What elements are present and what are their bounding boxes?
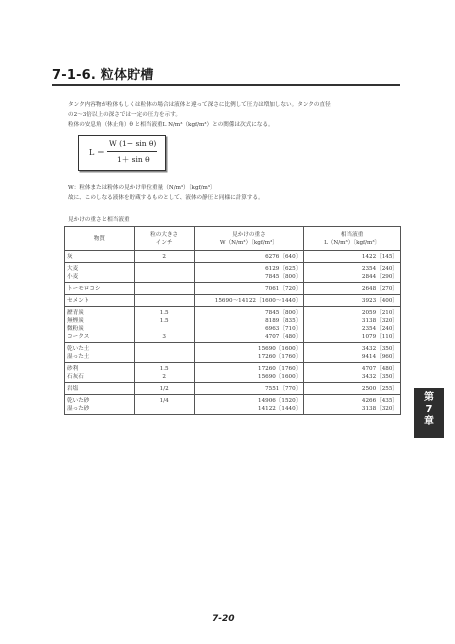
cell-material xyxy=(65,251,135,263)
cell-size-line xyxy=(137,325,192,333)
cell-weight xyxy=(194,251,304,263)
note-line-2: 故に、このしなる液体を貯蔵するものとして、液体の静圧と同様に計算する。 xyxy=(68,195,264,201)
cell-material-line: 小麦 xyxy=(67,273,79,280)
cell-size-line: 1.5 xyxy=(159,309,169,316)
table-row xyxy=(65,383,401,395)
cell-weight xyxy=(194,383,304,395)
cell-material-line: 湿った砂 xyxy=(67,405,90,412)
cell-material-line: 乾いた砂 xyxy=(67,397,90,404)
cell-material-line: 岩塩 xyxy=(67,385,79,392)
table-row xyxy=(65,295,401,307)
chapter-tab xyxy=(414,388,444,438)
cell-size xyxy=(134,395,194,415)
cell-material xyxy=(65,383,135,395)
table-body xyxy=(65,251,401,415)
cell-material xyxy=(65,343,135,363)
formula-denominator: 1＋ sin θ xyxy=(117,155,150,164)
cell-equivalent xyxy=(304,383,401,395)
cell-size xyxy=(134,263,194,283)
cell-equivalent-line: 2844〔290〕 xyxy=(361,273,398,280)
cell-material xyxy=(65,363,135,383)
cell-size-line xyxy=(137,285,192,293)
cell-equivalent xyxy=(304,263,401,283)
cell-equivalent xyxy=(304,251,401,263)
cell-equivalent-line: 1079〔110〕 xyxy=(361,333,398,340)
cell-weight-line: 14906〔1520〕 xyxy=(258,397,302,404)
cell-weight-line: 17260〔1760〕 xyxy=(258,353,302,360)
cell-material-line: 湿った土 xyxy=(67,353,90,360)
cell-size-line: 1.5 xyxy=(159,317,169,324)
cell-weight-line: 17260〔1760〕 xyxy=(258,365,302,372)
cell-equivalent-line: 9414〔960〕 xyxy=(361,353,398,360)
header-equivalent: 相当液重 L（N/m³）〔kgf/m³〕 xyxy=(304,227,401,251)
header-material: 物質 xyxy=(65,227,135,251)
table-row xyxy=(65,251,401,263)
cell-size-line: 2 xyxy=(162,373,166,380)
cell-size-line: 1/4 xyxy=(159,397,169,404)
cell-weight-line: 6963〔710〕 xyxy=(265,325,302,332)
cell-material xyxy=(65,395,135,415)
cell-weight-line: 15690～14122〔1600～1440〕 xyxy=(214,297,302,304)
cell-material xyxy=(65,307,135,343)
cell-size xyxy=(134,343,194,363)
cell-material-line: 灰 xyxy=(67,253,73,260)
cell-material xyxy=(65,295,135,307)
header-weight: 見かけの重さ W（N/m³）〔kgf/m³〕 xyxy=(194,227,304,251)
cell-equivalent-line: 3432〔350〕 xyxy=(361,345,398,352)
cell-weight-line: 15690〔1600〕 xyxy=(258,373,302,380)
cell-size xyxy=(134,283,194,295)
intro-line-1: タンク内容物が粒体もしくは粒体の場合は液体と違って深さに比例して圧力は増加しない。タンクの直径 xyxy=(68,102,331,108)
cell-equivalent-line: 2354〔240〕 xyxy=(361,265,398,272)
cell-material xyxy=(65,283,135,295)
cell-weight-line: 15690〔1600〕 xyxy=(258,345,302,352)
cell-size xyxy=(134,251,194,263)
cell-equivalent-line: 2648〔270〕 xyxy=(361,285,398,292)
table-row xyxy=(65,263,401,283)
cell-size-line: 1.5 xyxy=(159,365,169,372)
cell-equivalent-line: 4266〔435〕 xyxy=(361,397,398,404)
cell-weight xyxy=(194,363,304,383)
cell-weight xyxy=(194,343,304,363)
cell-weight-line: 7551〔770〕 xyxy=(265,385,302,392)
intro-line-3: 粒体の安息角（休止角）θ と相当液重L N/m³（kgf/m³）との関係は次式になる。 xyxy=(68,122,274,128)
cell-weight xyxy=(194,307,304,343)
cell-material-line: セメント xyxy=(67,297,90,304)
cell-size-line xyxy=(137,353,192,361)
title-underline xyxy=(52,84,400,86)
cell-size xyxy=(134,307,194,343)
cell-weight xyxy=(194,283,304,295)
fraction-bar xyxy=(107,151,157,152)
cell-equivalent-line: 3138〔320〕 xyxy=(361,405,398,412)
cell-equivalent xyxy=(304,283,401,295)
cell-weight-line: 6129〔625〕 xyxy=(265,265,302,272)
table-row xyxy=(65,343,401,363)
cell-size xyxy=(134,295,194,307)
cell-weight-line: 4707〔480〕 xyxy=(265,333,302,340)
cell-size-line xyxy=(137,265,192,273)
cell-material-line: 微粉炭 xyxy=(67,325,84,332)
cell-size xyxy=(134,383,194,395)
formula-lhs: L ＝ xyxy=(89,148,105,157)
formula-numerator: W (1− sin θ) xyxy=(109,139,157,148)
cell-equivalent xyxy=(304,295,401,307)
cell-size-line: 1/2 xyxy=(159,385,169,392)
cell-weight-line: 6276〔640〕 xyxy=(265,253,302,260)
cell-material-line: 石灰石 xyxy=(67,373,84,380)
chapter-tab-line-3: 章 xyxy=(424,416,434,427)
header-size: 粒の大きさ インチ xyxy=(134,227,194,251)
weight-table xyxy=(64,226,401,415)
cell-equivalent-line: 2500〔255〕 xyxy=(361,385,398,392)
cell-size-line: 2 xyxy=(162,253,166,260)
page-title: 7-1-6. 粒体貯槽 xyxy=(52,68,154,83)
chapter-tab-line-1: 第 xyxy=(424,392,434,403)
cell-weight-line: 14122〔1440〕 xyxy=(258,405,302,412)
cell-equivalent-line: 1422〔145〕 xyxy=(361,253,398,260)
cell-equivalent-line: 3923〔400〕 xyxy=(361,297,398,304)
chapter-tab-line-2: 7 xyxy=(425,404,433,415)
cell-size-line xyxy=(137,405,192,413)
cell-weight-line: 7845〔800〕 xyxy=(265,309,302,316)
table-row xyxy=(65,363,401,383)
cell-equivalent xyxy=(304,363,401,383)
cell-weight-line: 7845〔800〕 xyxy=(265,273,302,280)
cell-equivalent-line: 3432〔350〕 xyxy=(361,373,398,380)
cell-size-line xyxy=(137,297,192,305)
cell-material-line: 大麦 xyxy=(67,265,79,272)
table-caption: 見かけの重さと相当液重 xyxy=(68,217,130,223)
table-row xyxy=(65,307,401,343)
cell-equivalent xyxy=(304,343,401,363)
table-row xyxy=(65,283,401,295)
formula-box xyxy=(78,135,166,171)
cell-weight xyxy=(194,295,304,307)
cell-material-line: 乾いた土 xyxy=(67,345,90,352)
table-row xyxy=(65,395,401,415)
cell-size-line xyxy=(137,345,192,353)
intro-line-2: の2～3倍以上の深さでは一定の圧力を示す。 xyxy=(68,112,181,118)
cell-material xyxy=(65,263,135,283)
cell-weight-line: 7061〔720〕 xyxy=(265,285,302,292)
cell-material-line: 瀝青炭 xyxy=(67,309,84,316)
cell-weight xyxy=(194,395,304,415)
cell-equivalent xyxy=(304,395,401,415)
cell-equivalent-line: 2059〔210〕 xyxy=(361,309,398,316)
cell-equivalent xyxy=(304,307,401,343)
cell-material-line: 無煙炭 xyxy=(67,317,84,324)
cell-material-line: 砂利 xyxy=(67,365,79,372)
note-line-1: W：粒体または粉体の見かけ単位重量（N/m³）〔kgf/m³〕 xyxy=(68,185,216,191)
cell-equivalent-line: 4707〔480〕 xyxy=(361,365,398,372)
cell-size-line xyxy=(137,273,192,281)
cell-material-line: トーモロコシ xyxy=(67,285,101,292)
cell-equivalent-line: 3138〔320〕 xyxy=(361,317,398,324)
cell-size-line: 3 xyxy=(162,333,166,340)
cell-size xyxy=(134,363,194,383)
cell-material-line: コークス xyxy=(67,333,90,340)
cell-weight-line: 8189〔835〕 xyxy=(265,317,302,324)
cell-equivalent-line: 2354〔240〕 xyxy=(361,325,398,332)
page-number: 7-20 xyxy=(212,614,235,624)
cell-weight xyxy=(194,263,304,283)
